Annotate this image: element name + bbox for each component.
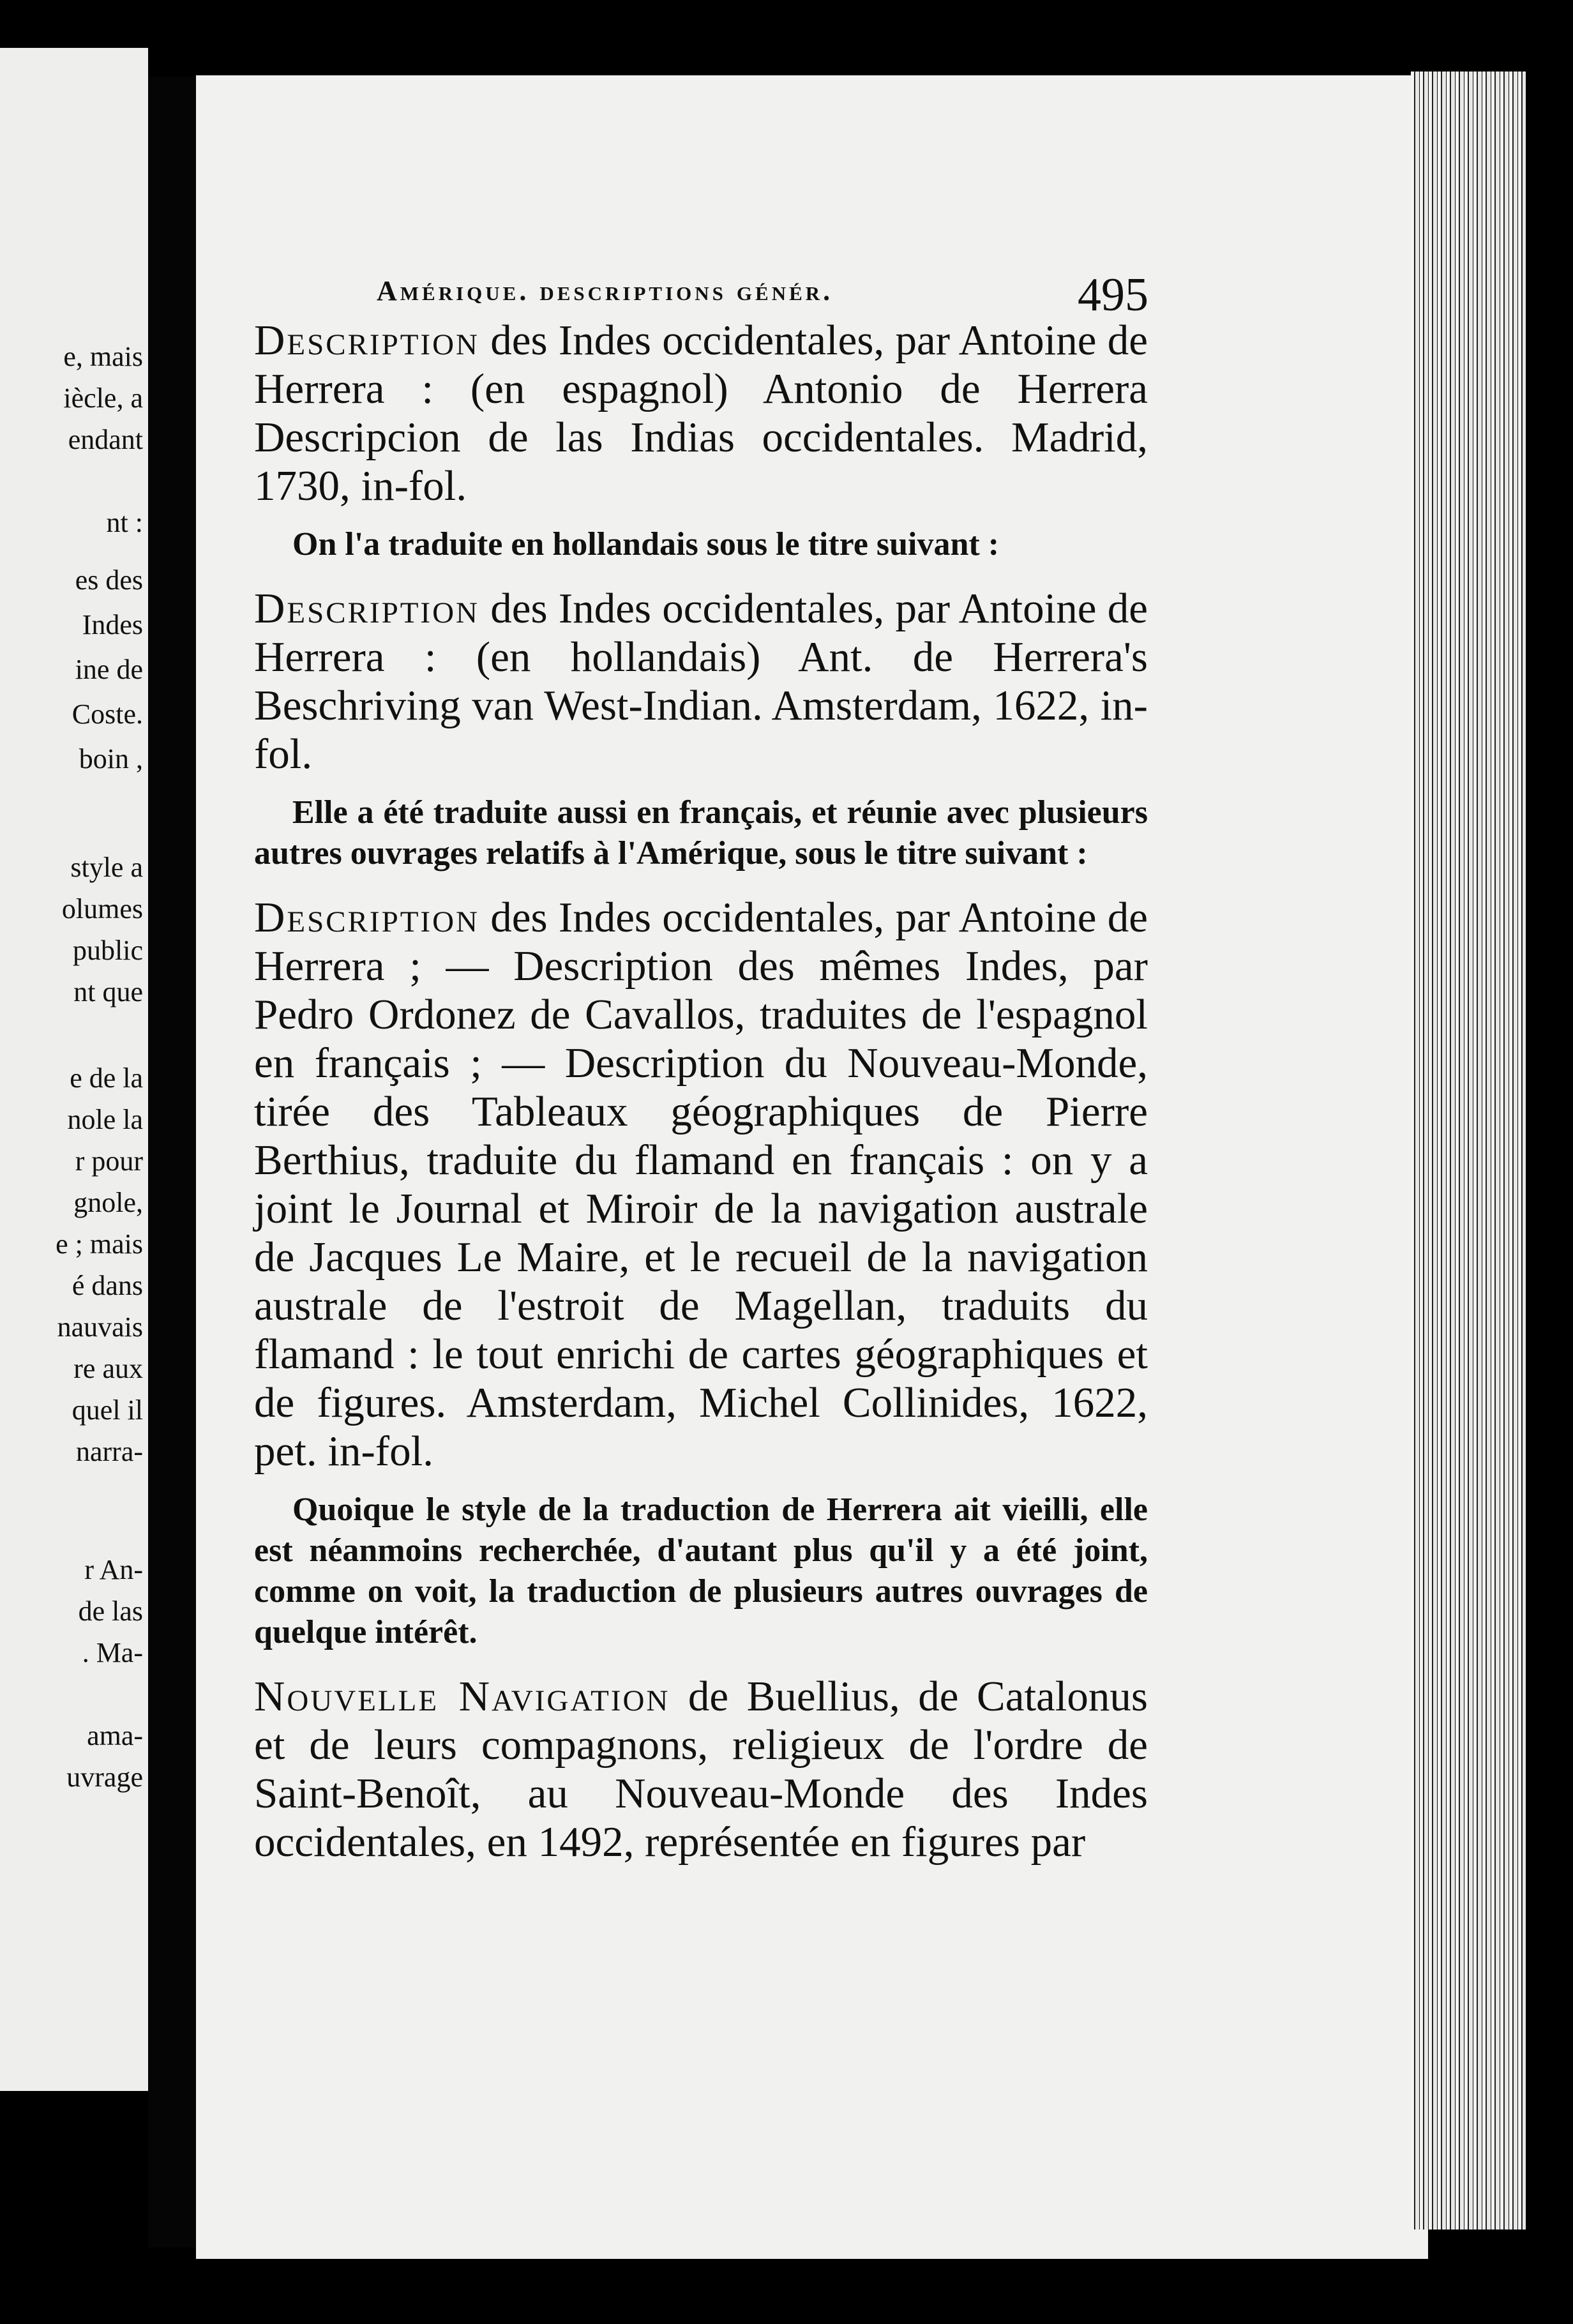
note: Elle a été traduite aussi en français, et réunie avec plusieurs autres ouvrages relatifs à l'Amérique, sous le titre suivant : <box>254 794 1148 871</box>
bibliography-entry <box>254 316 1148 510</box>
facing-page-line: nole la <box>67 1104 143 1135</box>
page-body <box>254 316 1148 1880</box>
facing-page-line: r pour <box>75 1145 143 1177</box>
facing-page-line: e ; mais <box>56 1228 143 1260</box>
page-number: 495 <box>1078 269 1148 321</box>
facing-page-line: quel il <box>72 1394 143 1426</box>
entry-text: des Indes occidentales, par Antoine de Herrera ; — Description des mêmes Indes, par Pedro Ordonez de Cavallos, traduites de l'espagnol en français ; — Description du Nouveau-Monde, tirée des Tableaux géographiques de Pierre Berthius, traduite du flamand en français : on y a joint le Journal et Miroir de la navigation australe de Jacques Le Maire, et le recueil de la navigation australe de l'estroit de Magellan, traduits du flamand : le tout enrichi de cartes géographiques et de figures. Amsterdam, Michel Collinides, 1622, pet. in-fol. <box>254 894 1148 1475</box>
facing-page-line: nt : <box>106 507 143 538</box>
facing-page-fragment <box>0 48 148 2091</box>
book-gutter <box>148 77 196 2247</box>
facing-page-line: ine de <box>75 654 143 685</box>
facing-page-line: endant <box>68 424 143 455</box>
note: Quoique le style de la traduction de Herrera ait vieilli, elle est néanmoins recherchée, d'autant plus qu'il y a été joint, comme on voit, la traduction de plusieurs autres ouvrages de quelque intérêt. <box>254 1491 1148 1650</box>
facing-page-line: olumes <box>61 893 143 924</box>
facing-page-line: es des <box>75 564 143 596</box>
facing-page-line: r An- <box>84 1554 143 1585</box>
facing-page-line: é dans <box>72 1270 143 1301</box>
facing-page-line: re aux <box>73 1353 143 1384</box>
bibliography-entry <box>254 584 1148 778</box>
facing-page-line: . Ma- <box>82 1637 143 1668</box>
entry-text: des Indes occidentales, par Antoine de Herrera : (en espagnol) Antonio de Herrera Descripcion de las Indias occidentales. Madrid, 1730, in-fol. <box>254 317 1148 509</box>
bibliography-entry <box>254 893 1148 1475</box>
facing-page-line: style a <box>70 852 143 883</box>
facing-page-line: e, mais <box>63 341 143 372</box>
facing-page-line: narra- <box>75 1436 143 1467</box>
facing-page-line: ama- <box>87 1720 143 1751</box>
entry-text: des Indes occidentales, par Antoine de Herrera : (en hollandais) Ant. de Herrera's Beschriving van West-Indian. Amsterdam, 1622, in-fol. <box>254 585 1148 778</box>
page-edges <box>1411 72 1526 2230</box>
entry-lead: Description <box>254 585 479 632</box>
facing-page-line: public <box>73 935 143 966</box>
running-header: Amérique. descriptions génér. <box>377 275 834 306</box>
facing-page-line: e de la <box>70 1062 143 1094</box>
bibliography-entry <box>254 1672 1148 1866</box>
note: On l'a traduite en hollandais sous le titre suivant : <box>292 526 1000 562</box>
facing-page-line: nauvais <box>57 1311 143 1343</box>
facing-page-line: de las <box>78 1596 143 1627</box>
facing-page-line: gnole, <box>73 1187 143 1218</box>
entry-lead: Description <box>254 894 479 941</box>
entry-text: de Buellius, de Catalonus et de leurs compagnons, religieux de l'ordre de Saint-Benoît, au Nouveau-Monde des Indes occidentales, en 1492, représentée en figures par <box>254 1673 1148 1866</box>
facing-page-line: Indes <box>82 609 143 640</box>
entry-lead: Description <box>254 317 479 364</box>
facing-page-line: iècle, a <box>63 382 143 414</box>
facing-page-line: nt que <box>73 976 143 1007</box>
facing-page-line: boin , <box>79 743 143 774</box>
entry-lead: Nouvelle Navigation <box>254 1673 670 1720</box>
facing-page-line: Coste. <box>72 698 143 730</box>
facing-page-line: uvrage <box>66 1762 143 1793</box>
